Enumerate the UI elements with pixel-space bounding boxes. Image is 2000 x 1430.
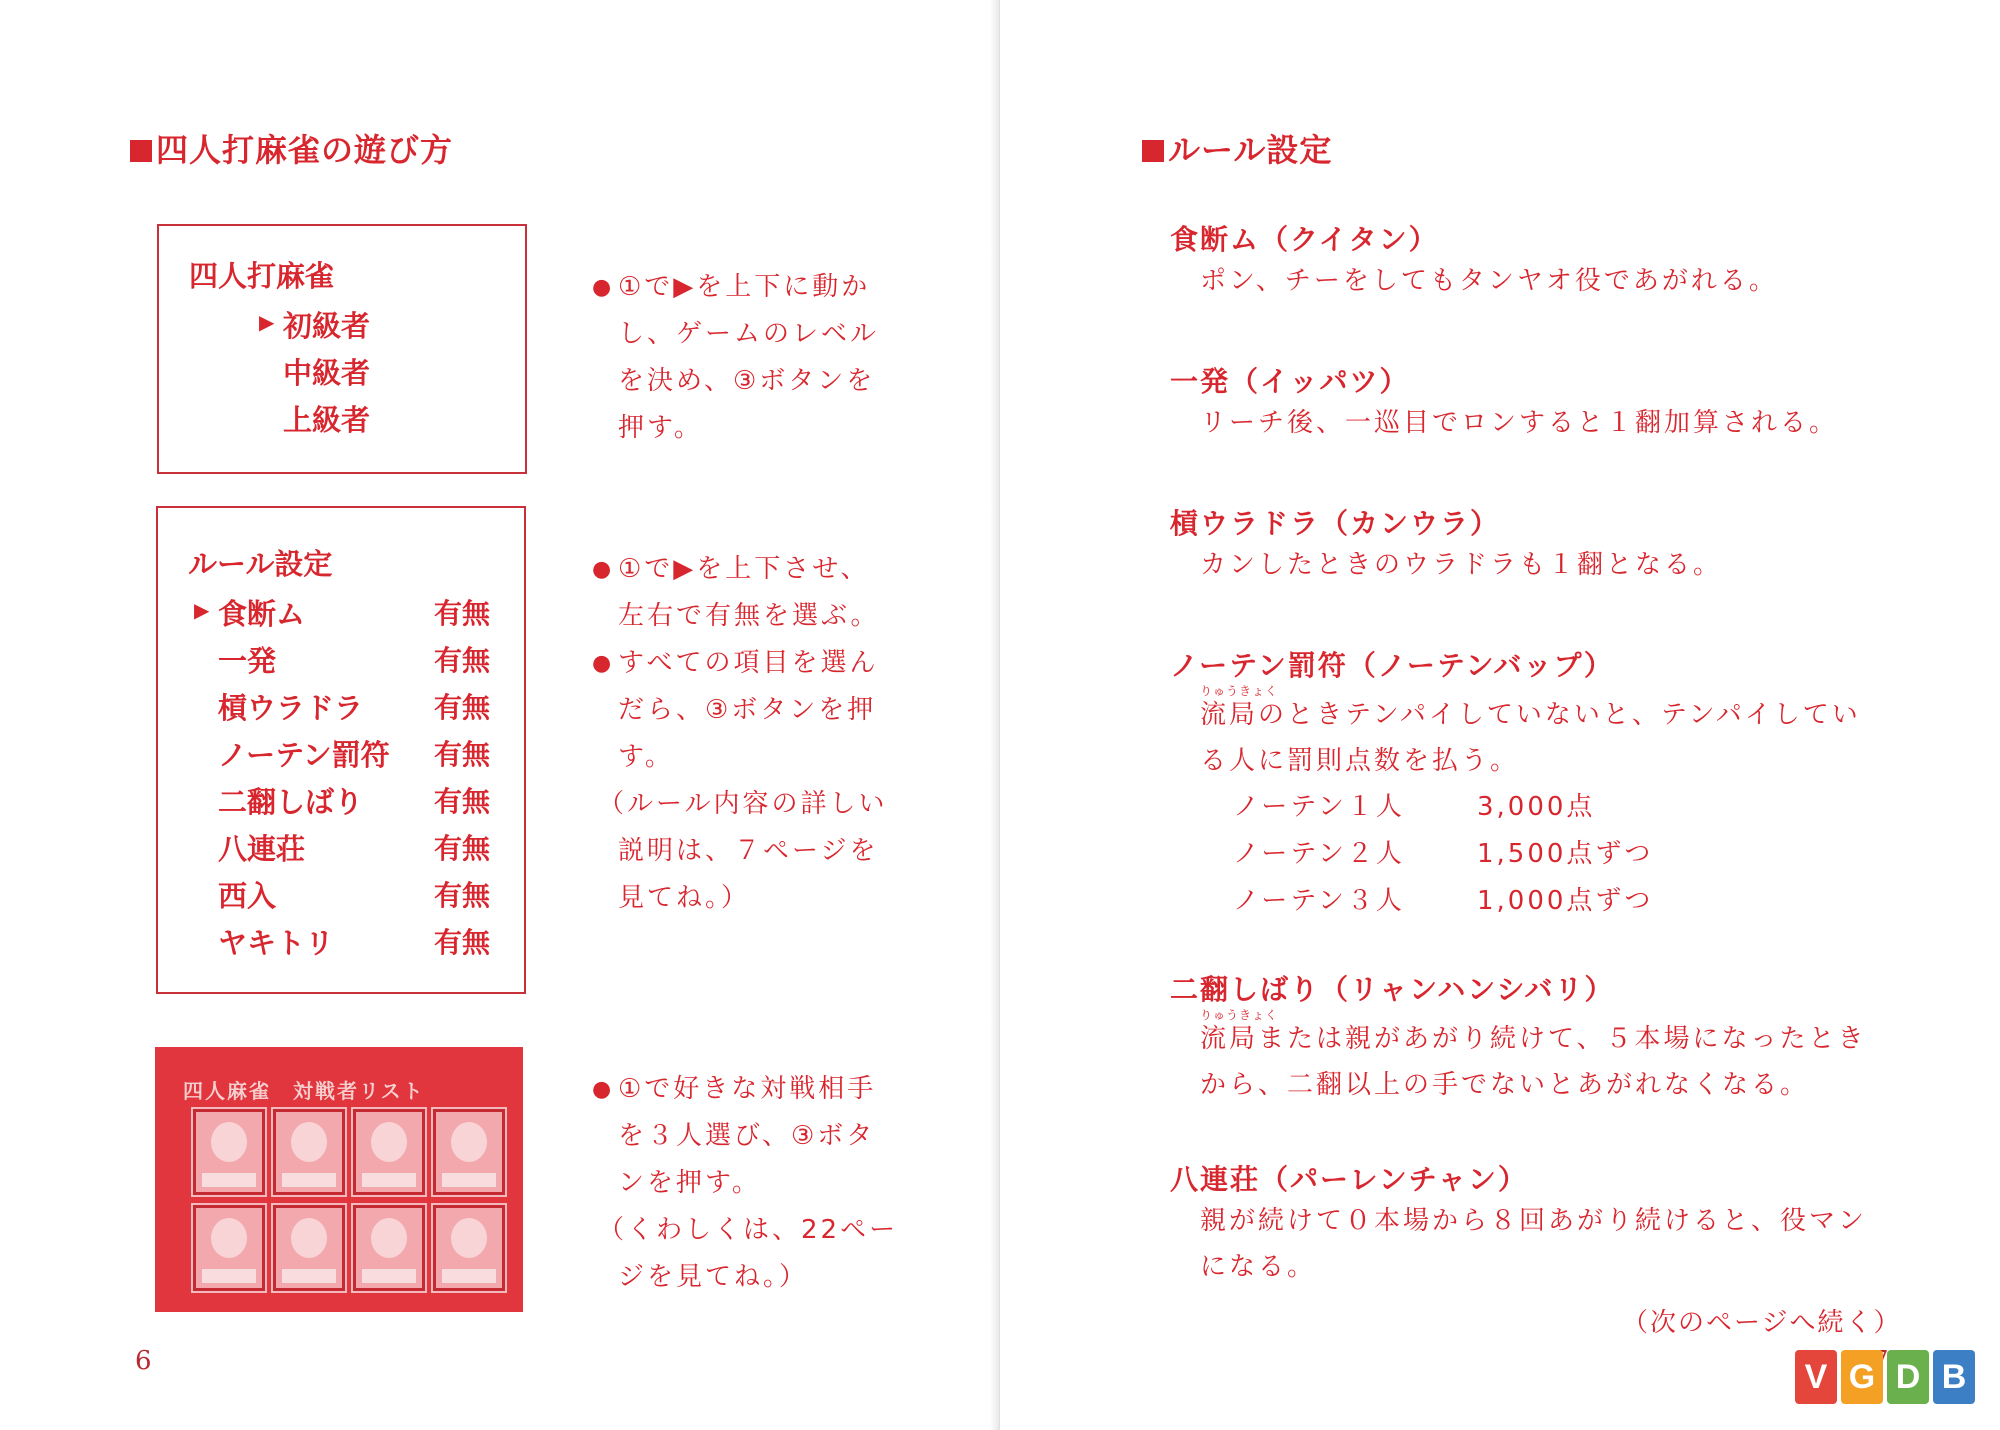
rule-name: 二翻しばり（リャンハンシバリ）: [1170, 973, 1615, 1006]
rule-toggle: 有無: [434, 738, 491, 771]
rule-item: 槓ウラドラ: [218, 691, 364, 725]
ruby-text: りゅうきょく: [1200, 1008, 1279, 1022]
rule-name: 槓ウラドラ（カンウラ）: [1170, 507, 1501, 540]
right-page: [1000, 0, 2000, 1430]
opponent-instructions: ● ①で好きな対戦相手 を３人選び、③ボタ ンを押す。 （くわしくは、22ペー ジを見てね。）: [618, 1066, 898, 1301]
rule-name: 八連荘（パーレンチャン）: [1170, 1163, 1528, 1196]
opponent-portrait: [433, 1109, 505, 1195]
rule-description: から、二翻以上の手でないとあがれなくなる。: [1200, 1070, 1810, 1100]
rule-item: ノーテン罰符: [218, 738, 390, 772]
rule-kanura: [1170, 502, 1970, 588]
level-item: 上級者: [283, 403, 371, 437]
vgdb-watermark: [1795, 1350, 1979, 1410]
cursor-icon: ▶: [259, 310, 275, 334]
right-heading: ルール設定: [1142, 125, 1332, 171]
screen-title: 四人麻雀 対戦者リスト: [183, 1079, 425, 1103]
rule-toggle: 有無: [434, 832, 491, 865]
rule-toggle: 有無: [434, 926, 491, 959]
rule-settings-title: ルール設定: [188, 547, 333, 581]
rule-description: リーチ後、一巡目でロンすると１翻加算される。: [1200, 408, 1839, 438]
rule-description: 流局または親があがり続けて、５本場になったとき: [1200, 1024, 1867, 1054]
heading-square-icon: [1142, 140, 1164, 162]
watermark-letter: D: [1887, 1350, 1929, 1404]
noten-label: ノーテン３人: [1233, 886, 1405, 916]
left-heading: 四人打麻雀の遊び方: [130, 125, 453, 171]
watermark-letter: B: [1933, 1350, 1975, 1404]
rule-item: 八連荘: [218, 832, 306, 866]
rule-parenchan: [1170, 1158, 1970, 1290]
opponent-portrait: [433, 1205, 505, 1291]
rule-ippatsu: [1170, 360, 1970, 446]
rule-noten-bappu: [1170, 644, 1970, 784]
rule-toggle: 有無: [434, 785, 491, 818]
watermark-letter: V: [1795, 1350, 1837, 1404]
rule-ryanhan-shibari: [1170, 968, 1970, 1108]
rule-item: ヤキトリ: [218, 926, 335, 960]
rule-item: 二翻しばり: [218, 785, 364, 819]
rule-name: 食断ム（クイタン）: [1170, 223, 1439, 256]
noten-label: ノーテン２人: [1233, 839, 1405, 869]
rule-item: 食断ム: [218, 597, 306, 631]
rule-description: ポン、チーをしてもタンヤオ役であがれる。: [1200, 266, 1778, 296]
rule-toggle: 有無: [434, 597, 491, 630]
cursor-icon: ▶: [194, 598, 210, 622]
noten-points: 1,000点ずつ: [1477, 886, 1654, 916]
rule-name: 一発（イッパツ）: [1170, 365, 1410, 398]
page-number: 6: [135, 1346, 152, 1376]
noten-points: 1,500点ずつ: [1477, 839, 1654, 869]
noten-label: ノーテン１人: [1233, 792, 1405, 822]
rule-description: カンしたときのウラドラも１翻となる。: [1200, 550, 1723, 580]
rule-kuitan: [1170, 218, 1970, 304]
opponent-portrait: [353, 1205, 425, 1291]
level-item: 初級者: [283, 309, 371, 343]
rule-description: 親が続けて０本場から８回あがり続けると、役マン: [1200, 1206, 1868, 1236]
opponent-list-screenshot: [155, 1047, 523, 1312]
bullet-icon: ●: [592, 1077, 615, 1102]
opponent-portrait: [353, 1109, 425, 1195]
rule-settings-box: [156, 506, 526, 994]
bullet-icon: ●: [592, 651, 615, 676]
rule-item: 西入: [218, 879, 277, 913]
opponent-portrait: [193, 1109, 265, 1195]
opponent-portrait: [273, 1109, 345, 1195]
level-menu-box: [157, 224, 527, 474]
opponent-portrait: [273, 1205, 345, 1291]
heading-square-icon: [130, 140, 152, 162]
level-instructions: ● ①で▶を上下に動か し、ゲームのレベル を決め、③ボタンを 押す。: [618, 264, 879, 452]
rule-instructions: ● ①で▶を上下させ、 左右で有無を選ぶ。 ● すべての項目を選ん だら、③ボタンを押 す。 （ルール内容の詳しい 説明は、７ページを 見てね。）: [618, 546, 887, 922]
continued-note: （次のページへ続く）: [1622, 1308, 1902, 1338]
rule-description: になる。: [1200, 1252, 1317, 1282]
opponent-portrait: [193, 1205, 265, 1291]
watermark-letter: G: [1841, 1350, 1883, 1404]
rule-item: 一発: [218, 644, 277, 678]
rule-description: 流局のときテンパイしていないと、テンパイしてい: [1200, 700, 1861, 730]
rule-toggle: 有無: [434, 691, 491, 724]
rule-toggle: 有無: [434, 879, 491, 912]
ruby-text: りゅうきょく: [1200, 684, 1279, 698]
bullet-icon: ●: [592, 557, 615, 582]
noten-points: 3,000点: [1477, 792, 1596, 822]
rule-description: る人に罰則点数を払う。: [1200, 746, 1520, 776]
bullet-icon: ●: [592, 275, 615, 300]
rule-name: ノーテン罰符（ノーテンバップ）: [1170, 649, 1614, 682]
level-menu-title: 四人打麻雀: [189, 259, 335, 293]
rule-toggle: 有無: [434, 644, 491, 677]
level-item: 中級者: [283, 356, 371, 390]
